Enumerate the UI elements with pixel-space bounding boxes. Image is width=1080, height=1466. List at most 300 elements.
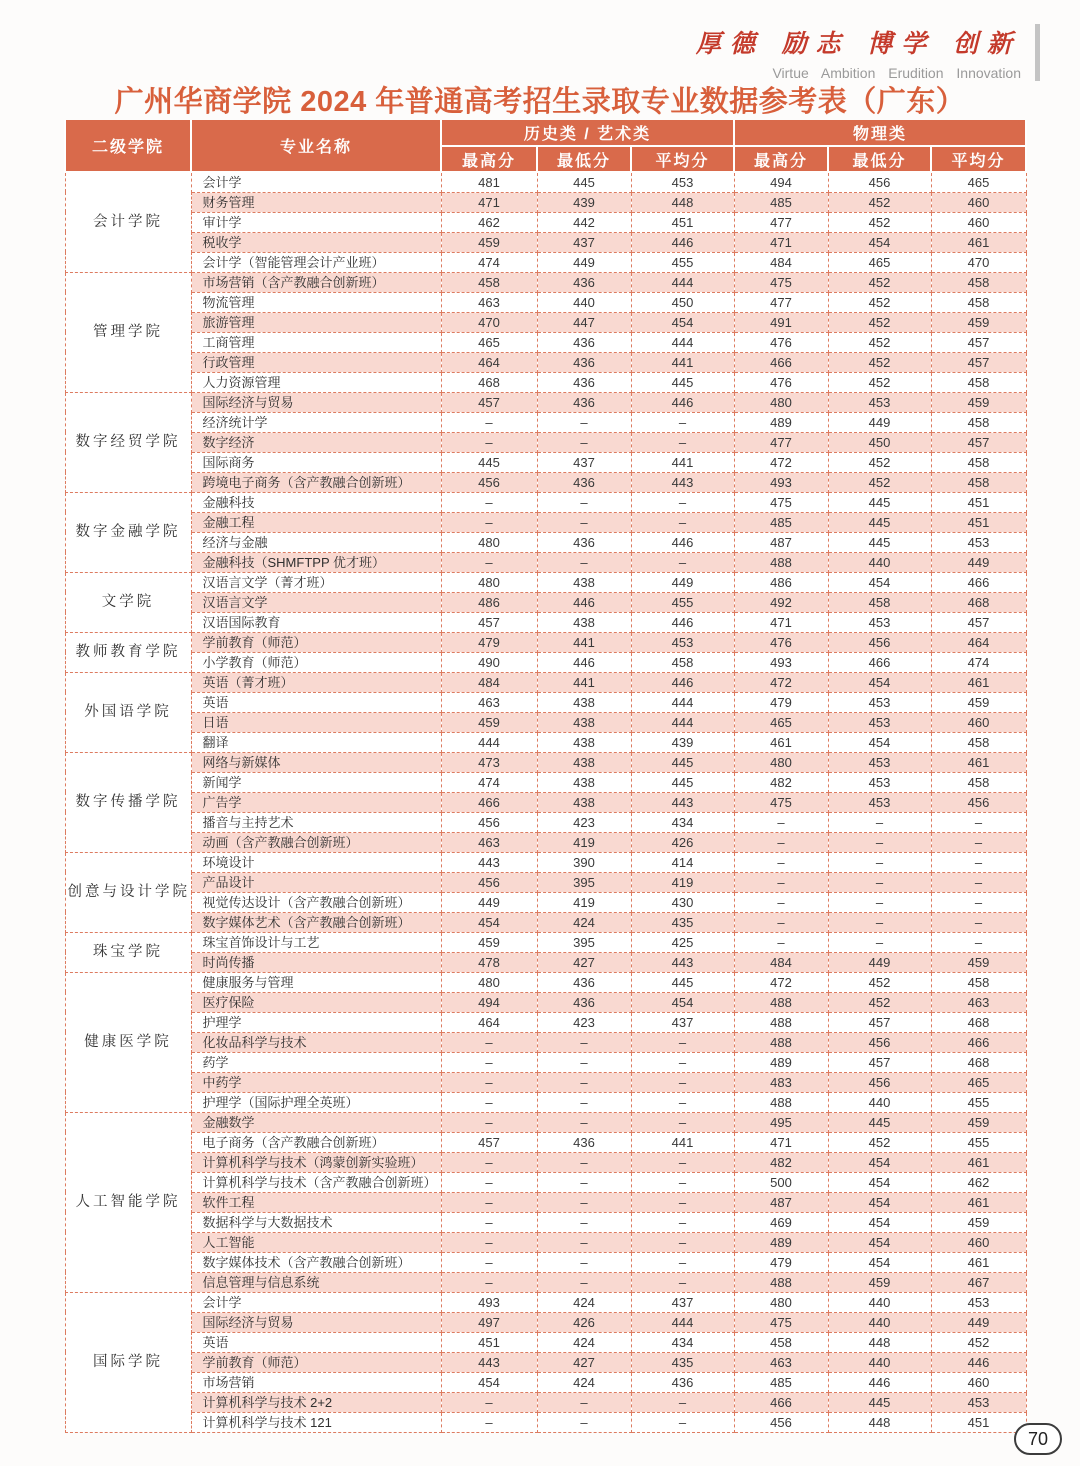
score-cell: 461 [931, 1152, 1026, 1172]
score-cell: 444 [441, 732, 537, 752]
score-cell: 458 [931, 452, 1026, 472]
table-row [65, 292, 1026, 312]
table-row [65, 712, 1026, 732]
school-motto-chinese: 厚德 励志 博学 创新 [695, 29, 1021, 58]
score-cell: 459 [441, 932, 537, 952]
score-cell: 427 [537, 952, 631, 972]
score-cell: 466 [441, 792, 537, 812]
table-row [65, 632, 1026, 652]
score-cell: – [537, 1412, 631, 1432]
table-row [65, 1352, 1026, 1372]
score-cell: – [537, 432, 631, 452]
score-cell: 452 [828, 332, 931, 352]
table-row [65, 1392, 1026, 1412]
major-name-cell: 计算机科学与技术 2+2 [191, 1392, 441, 1412]
major-name-cell: 人力资源管理 [191, 372, 441, 392]
score-cell: 452 [828, 212, 931, 232]
header-history-max: 最高分 [441, 146, 537, 172]
score-cell: 435 [631, 1352, 734, 1372]
score-cell: 454 [828, 672, 931, 692]
score-cell: 458 [931, 412, 1026, 432]
score-cell: 492 [734, 592, 828, 612]
score-cell: 453 [931, 1292, 1026, 1312]
major-name-cell: 护理学 [191, 1012, 441, 1032]
score-cell: 459 [931, 952, 1026, 972]
table-row [65, 1412, 1026, 1432]
score-cell: – [631, 1172, 734, 1192]
score-cell: 437 [631, 1292, 734, 1312]
score-cell: 472 [734, 672, 828, 692]
score-cell: 456 [828, 632, 931, 652]
score-cell: 423 [537, 1012, 631, 1032]
score-cell: 457 [931, 332, 1026, 352]
score-cell: 453 [828, 792, 931, 812]
score-cell: 485 [734, 512, 828, 532]
score-cell: 455 [631, 592, 734, 612]
score-cell: 454 [828, 1192, 931, 1212]
score-cell: 456 [441, 812, 537, 832]
score-cell: 449 [828, 412, 931, 432]
score-cell: 493 [734, 472, 828, 492]
score-cell: – [734, 812, 828, 832]
table-row [65, 312, 1026, 332]
score-cell: 459 [931, 1112, 1026, 1132]
score-cell: 455 [631, 252, 734, 272]
major-name-cell: 数字经济 [191, 432, 441, 452]
score-cell: 456 [441, 472, 537, 492]
major-name-cell: 健康服务与管理 [191, 972, 441, 992]
score-cell: – [441, 1272, 537, 1292]
score-cell: 395 [537, 932, 631, 952]
score-cell: – [537, 1392, 631, 1412]
score-cell: 454 [631, 312, 734, 332]
score-cell: 484 [441, 672, 537, 692]
table-row [65, 552, 1026, 572]
table-row [65, 272, 1026, 292]
score-cell: 441 [631, 452, 734, 472]
score-cell: 442 [537, 212, 631, 232]
score-cell: 434 [631, 1332, 734, 1352]
score-cell: 476 [734, 632, 828, 652]
table-row [65, 252, 1026, 272]
score-cell: – [631, 1392, 734, 1412]
major-name-cell: 审计学 [191, 212, 441, 232]
score-cell: 451 [931, 1412, 1026, 1432]
score-cell: 423 [537, 812, 631, 832]
score-cell: 441 [631, 1132, 734, 1152]
score-cell: 454 [828, 1212, 931, 1232]
score-cell: 459 [441, 232, 537, 252]
score-cell: 438 [537, 732, 631, 752]
table-header-row-1 [65, 120, 1026, 146]
major-name-cell: 小学教育（师范） [191, 652, 441, 672]
score-cell: 461 [931, 752, 1026, 772]
college-name-cell: 外国语学院 [65, 672, 191, 752]
score-cell: 449 [931, 1312, 1026, 1332]
score-cell: 468 [441, 372, 537, 392]
score-cell: – [631, 1212, 734, 1232]
score-cell: – [441, 492, 537, 512]
score-cell: – [734, 892, 828, 912]
score-cell: 463 [931, 992, 1026, 1012]
score-cell: 456 [931, 792, 1026, 812]
score-cell: 445 [828, 1112, 931, 1132]
score-cell: – [828, 832, 931, 852]
score-cell: 451 [931, 512, 1026, 532]
score-cell: 436 [537, 272, 631, 292]
major-name-cell: 新闻学 [191, 772, 441, 792]
score-cell: 441 [631, 352, 734, 372]
table-row [65, 592, 1026, 612]
score-cell: 480 [441, 532, 537, 552]
score-cell: 424 [537, 1372, 631, 1392]
score-cell: – [631, 1052, 734, 1072]
college-name-cell: 国际学院 [65, 1292, 191, 1432]
score-cell: – [631, 1232, 734, 1252]
score-cell: 449 [828, 952, 931, 972]
major-name-cell: 汉语言文学（菁才班） [191, 572, 441, 592]
score-cell: 452 [828, 312, 931, 332]
major-name-cell: 产品设计 [191, 872, 441, 892]
score-cell: 466 [734, 1392, 828, 1412]
score-cell: 456 [441, 872, 537, 892]
score-cell: 459 [931, 1212, 1026, 1232]
score-cell: 435 [631, 912, 734, 932]
score-cell: 463 [441, 692, 537, 712]
score-cell: – [931, 892, 1026, 912]
score-cell: 450 [828, 432, 931, 452]
score-cell: 443 [631, 792, 734, 812]
score-cell: 445 [828, 512, 931, 532]
score-cell: 456 [828, 172, 931, 192]
score-cell: 457 [828, 1012, 931, 1032]
score-cell: 458 [441, 272, 537, 292]
score-cell: 477 [734, 212, 828, 232]
table-row [65, 1232, 1026, 1252]
score-cell: 449 [537, 252, 631, 272]
score-cell: – [828, 872, 931, 892]
score-cell: 443 [441, 1352, 537, 1372]
table-row [65, 672, 1026, 692]
score-cell: 458 [931, 732, 1026, 752]
score-cell: 390 [537, 852, 631, 872]
score-cell: 491 [734, 312, 828, 332]
table-row [65, 1192, 1026, 1212]
score-cell: 437 [631, 1012, 734, 1032]
score-cell: 446 [631, 392, 734, 412]
score-cell: 458 [734, 1332, 828, 1352]
major-name-cell: 行政管理 [191, 352, 441, 372]
score-cell: – [828, 932, 931, 952]
table-row [65, 1372, 1026, 1392]
score-cell: 449 [931, 552, 1026, 572]
college-name-cell: 教师教育学院 [65, 632, 191, 672]
table-row [65, 332, 1026, 352]
score-cell: 452 [828, 372, 931, 392]
score-cell: 451 [631, 212, 734, 232]
score-cell: 479 [441, 632, 537, 652]
score-cell: 445 [631, 972, 734, 992]
score-cell: 457 [931, 432, 1026, 452]
score-cell: – [734, 872, 828, 892]
score-cell: 445 [828, 532, 931, 552]
table-row [65, 352, 1026, 372]
score-cell: 455 [931, 1092, 1026, 1112]
major-name-cell: 数字媒体艺术（含产教融合创新班） [191, 912, 441, 932]
header-history-arts-group: 历史类 / 艺术类 [441, 120, 734, 146]
score-cell: 424 [537, 1292, 631, 1312]
score-cell: 490 [441, 652, 537, 672]
score-cell: 500 [734, 1172, 828, 1192]
page-title: 广州华商学院 2024 年普通高考招生录取专业数据参考表（广东） [114, 86, 966, 118]
major-name-cell: 护理学（国际护理全英班） [191, 1092, 441, 1112]
table-row [65, 372, 1026, 392]
score-cell: 474 [441, 772, 537, 792]
score-cell: – [537, 1092, 631, 1112]
score-cell: 475 [734, 272, 828, 292]
table-row [65, 832, 1026, 852]
score-cell: – [537, 512, 631, 532]
score-cell: – [828, 892, 931, 912]
score-cell: 456 [828, 1032, 931, 1052]
score-cell: – [631, 1192, 734, 1212]
score-cell: 425 [631, 932, 734, 952]
score-cell: 419 [537, 892, 631, 912]
score-cell: 453 [828, 712, 931, 732]
table-row [65, 772, 1026, 792]
major-name-cell: 金融工程 [191, 512, 441, 532]
major-name-cell: 会计学（智能管理会计产业班） [191, 252, 441, 272]
score-cell: 482 [734, 1152, 828, 1172]
score-cell: 494 [441, 992, 537, 1012]
score-cell: 445 [631, 772, 734, 792]
major-name-cell: 数字媒体技术（含产教融合创新班） [191, 1252, 441, 1272]
score-cell: 445 [441, 452, 537, 472]
table-row [65, 452, 1026, 472]
school-motto-english: Virtue Ambition Erudition Innovation [772, 65, 1021, 81]
score-cell: 460 [931, 192, 1026, 212]
table-row [65, 652, 1026, 672]
table-row [65, 1112, 1026, 1132]
score-cell: 426 [537, 1312, 631, 1332]
table-header [65, 120, 1026, 172]
table-row [65, 492, 1026, 512]
score-cell: 453 [828, 612, 931, 632]
score-cell: 468 [931, 592, 1026, 612]
score-cell: 430 [631, 892, 734, 912]
score-cell: 480 [734, 1292, 828, 1312]
major-name-cell: 学前教育（师范） [191, 1352, 441, 1372]
score-cell: 440 [828, 1092, 931, 1112]
page-number: 70 [1027, 1428, 1049, 1449]
score-cell: 488 [734, 1092, 828, 1112]
score-cell: – [631, 1152, 734, 1172]
table-row [65, 992, 1026, 1012]
score-cell: 463 [734, 1352, 828, 1372]
header-major: 专业名称 [191, 120, 441, 172]
table-row [65, 1172, 1026, 1192]
score-cell: 438 [537, 572, 631, 592]
score-cell: 470 [931, 252, 1026, 272]
score-cell: 452 [828, 992, 931, 1012]
score-cell: 477 [734, 432, 828, 452]
score-cell: 426 [631, 832, 734, 852]
score-cell: 461 [931, 1192, 1026, 1212]
college-name-cell: 数字经贸学院 [65, 392, 191, 492]
score-cell: 458 [828, 592, 931, 612]
score-cell: 436 [537, 392, 631, 412]
score-cell: 434 [631, 812, 734, 832]
score-cell: 475 [734, 492, 828, 512]
major-name-cell: 金融科技 [191, 492, 441, 512]
table-row [65, 1012, 1026, 1032]
score-cell: 488 [734, 1032, 828, 1052]
table-row [65, 1312, 1026, 1332]
score-cell: 475 [734, 1312, 828, 1332]
score-cell: 468 [931, 1052, 1026, 1072]
score-cell: 459 [931, 392, 1026, 412]
score-cell: 486 [441, 592, 537, 612]
table-row [65, 1092, 1026, 1112]
college-name-cell: 创意与设计学院 [65, 852, 191, 932]
score-cell: 445 [631, 372, 734, 392]
major-name-cell: 经济与金融 [191, 532, 441, 552]
score-cell: 445 [828, 492, 931, 512]
score-cell: 448 [631, 192, 734, 212]
major-name-cell: 会计学 [191, 172, 441, 192]
score-cell: – [441, 1252, 537, 1272]
score-cell: – [931, 932, 1026, 952]
score-cell: 437 [537, 232, 631, 252]
major-name-cell: 国际经济与贸易 [191, 392, 441, 412]
major-name-cell: 信息管理与信息系统 [191, 1272, 441, 1292]
score-cell: 453 [931, 1392, 1026, 1412]
table-row [65, 972, 1026, 992]
major-name-cell: 动画（含产教融合创新班） [191, 832, 441, 852]
score-cell: – [537, 1032, 631, 1052]
score-cell: 459 [441, 712, 537, 732]
score-cell: 471 [734, 232, 828, 252]
table-row [65, 1072, 1026, 1092]
score-cell: 445 [828, 1392, 931, 1412]
score-cell: 454 [441, 1372, 537, 1392]
score-cell: – [537, 1192, 631, 1212]
score-cell: 493 [441, 1292, 537, 1312]
score-cell: – [441, 412, 537, 432]
score-cell: 441 [537, 672, 631, 692]
score-cell: 446 [631, 232, 734, 252]
score-cell: 436 [537, 332, 631, 352]
score-cell: – [441, 1072, 537, 1092]
score-cell: 485 [734, 1372, 828, 1392]
major-name-cell: 工商管理 [191, 332, 441, 352]
college-name-cell: 文学院 [65, 572, 191, 632]
score-cell: – [537, 1172, 631, 1192]
major-name-cell: 时尚传播 [191, 952, 441, 972]
major-name-cell: 播音与主持艺术 [191, 812, 441, 832]
score-cell: 488 [734, 1272, 828, 1292]
score-cell: 424 [537, 1332, 631, 1352]
score-cell: – [734, 912, 828, 932]
score-cell: 463 [441, 832, 537, 852]
score-cell: 468 [931, 1012, 1026, 1032]
score-cell: 458 [631, 652, 734, 672]
score-cell: – [931, 812, 1026, 832]
table-row [65, 192, 1026, 212]
college-name-cell: 数字传播学院 [65, 752, 191, 852]
score-cell: – [828, 852, 931, 872]
score-cell: 448 [828, 1332, 931, 1352]
page-number-badge [1014, 1423, 1062, 1455]
score-cell: 495 [734, 1112, 828, 1132]
table-row [65, 732, 1026, 752]
score-cell: 471 [734, 1132, 828, 1152]
major-name-cell: 学前教育（师范） [191, 632, 441, 652]
score-cell: 424 [537, 912, 631, 932]
score-cell: 452 [828, 192, 931, 212]
header-history-min: 最低分 [537, 146, 631, 172]
score-cell: 476 [734, 332, 828, 352]
table-row [65, 912, 1026, 932]
score-cell: – [931, 912, 1026, 932]
table-row [65, 1132, 1026, 1152]
table-row [65, 1292, 1026, 1312]
major-name-cell: 跨境电子商务（含产教融合创新班） [191, 472, 441, 492]
score-cell: 445 [537, 172, 631, 192]
score-cell: – [441, 1092, 537, 1112]
score-cell: 454 [828, 1172, 931, 1192]
table-row [65, 1152, 1026, 1172]
score-cell: – [537, 412, 631, 432]
score-cell: 473 [441, 752, 537, 772]
score-cell: 446 [931, 1352, 1026, 1372]
score-cell: 452 [931, 1332, 1026, 1352]
score-cell: 445 [631, 752, 734, 772]
college-name-cell: 健康医学院 [65, 972, 191, 1112]
score-cell: 452 [828, 472, 931, 492]
major-name-cell: 药学 [191, 1052, 441, 1072]
score-cell: 454 [631, 992, 734, 1012]
score-cell: – [734, 932, 828, 952]
score-cell: – [828, 812, 931, 832]
score-cell: 458 [931, 772, 1026, 792]
score-cell: 460 [931, 1232, 1026, 1252]
score-cell: – [441, 1172, 537, 1192]
score-cell: – [828, 912, 931, 932]
score-cell: 395 [537, 872, 631, 892]
score-cell: 440 [537, 292, 631, 312]
major-name-cell: 英语 [191, 692, 441, 712]
score-cell: 486 [734, 572, 828, 592]
major-name-cell: 市场营销 [191, 1372, 441, 1392]
score-cell: 485 [734, 192, 828, 212]
table-row [65, 212, 1026, 232]
major-name-cell: 珠宝首饰设计与工艺 [191, 932, 441, 952]
score-cell: 497 [441, 1312, 537, 1332]
header-physics-group: 物理类 [734, 120, 1026, 146]
score-cell: 457 [931, 352, 1026, 372]
score-cell: 489 [734, 1052, 828, 1072]
score-cell: – [537, 1052, 631, 1072]
college-name-cell: 珠宝学院 [65, 932, 191, 972]
score-cell: 465 [441, 332, 537, 352]
score-cell: 453 [631, 172, 734, 192]
score-cell: 479 [734, 1252, 828, 1272]
score-cell: 453 [828, 772, 931, 792]
score-cell: 436 [631, 1372, 734, 1392]
college-name-cell: 人工智能学院 [65, 1112, 191, 1292]
score-cell: 457 [441, 612, 537, 632]
